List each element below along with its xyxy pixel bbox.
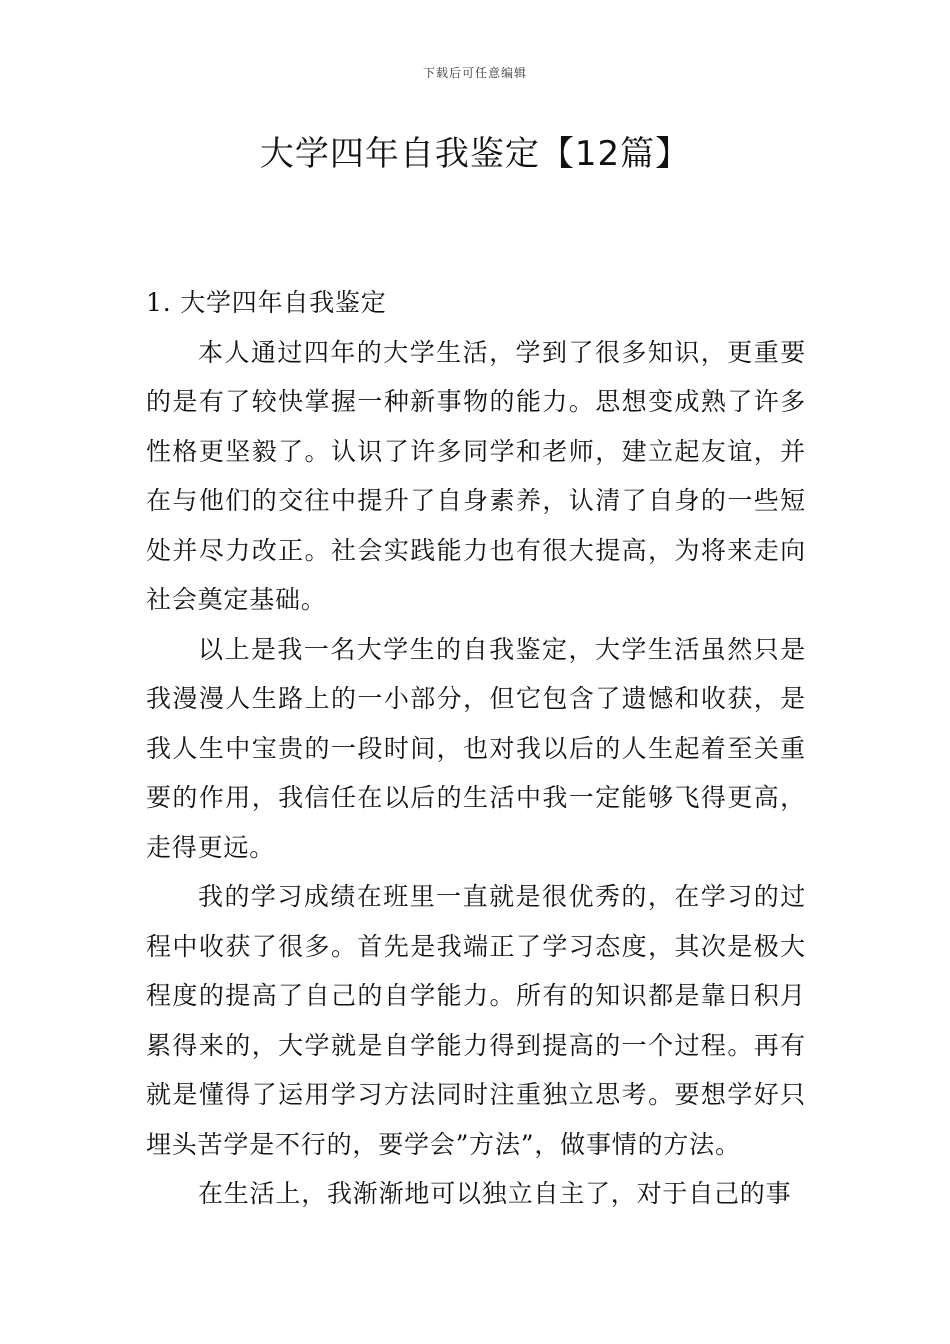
document-title: 大学四年自我鉴定【12篇】 bbox=[259, 134, 691, 174]
paragraph: 本人通过四年的大学生活，学到了很多知识，更重要的是有了较快掌握一种新事物的能力。思想变成熟了许多性格更坚毅了。认识了许多同学和老师，建立起友谊，并在与他们的交往中提升了自身素养，认清了自身的一些短处并尽力改正。社会实践能力也有很大提高，为将来走向社会奠定基础。 bbox=[146, 337, 806, 614]
header-note: 下载后可任意编辑 bbox=[422, 66, 527, 80]
paragraph: 在生活上，我渐渐地可以独立自主了，对于自己的事 bbox=[198, 1179, 792, 1208]
paragraph: 我的学习成绩在班里一直就是很优秀的，在学习的过程中收获了很多。首先是我端正了学习态度，其次是极大程度的提高了自己的自学能力。所有的知识都是靠日积月累得来的，大学就是自学能力得到提高的一个过程。再有就是懂得了运用学习方法同时注重独立思考。要想学好只埋头苦学是不行的，要学会”方法”，做事情的方法。 bbox=[146, 882, 806, 1159]
paragraph: 以上是我一名大学生的自我鉴定，大学生活虽然只是我漫漫人生路上的一小部分，但它包含了遗憾和收获，是我人生中宝贵的一段时间，也对我以后的人生起着至关重要的作用，我信任在以后的生活中我一定能够飞得更高，走得更远。 bbox=[146, 634, 806, 862]
section-heading: 1. 大学四年自我鉴定 bbox=[146, 288, 387, 317]
document-body bbox=[146, 278, 806, 1219]
